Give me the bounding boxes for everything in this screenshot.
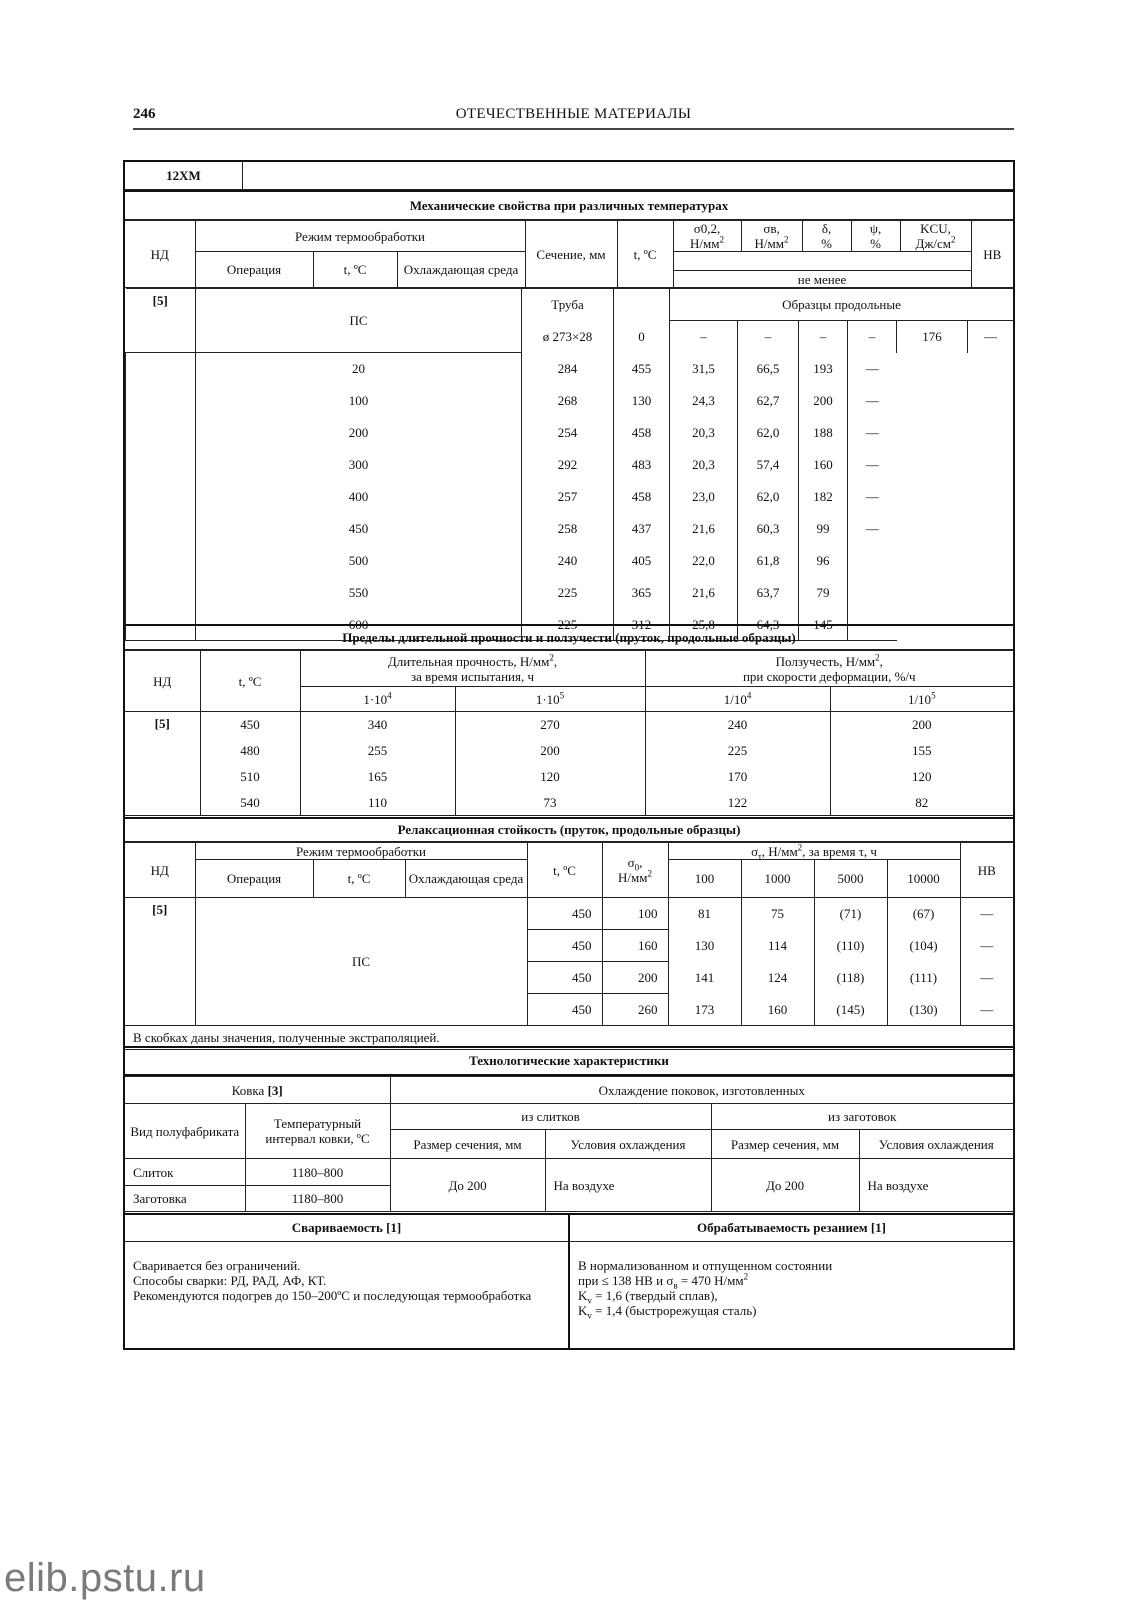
relax-nd: [5] [125, 898, 195, 1026]
mech-cell: 79 [799, 577, 848, 609]
relax-h-10000: 10000 [887, 860, 960, 898]
mech-cell: 240 [522, 545, 614, 577]
mech-cell: — [848, 449, 897, 481]
relax-h-regime: Режим термообработки [195, 843, 527, 860]
creep-h-strength: Длительная прочность, $Н/мм^2$, за время испытания, ч [300, 651, 645, 687]
tech-range-1: 1180–800 [245, 1186, 390, 1212]
machin-title: Обрабатываемость резанием [1] [569, 1214, 1013, 1241]
mech-nd: [5] [126, 289, 196, 353]
creep-c1: $1\cdot 10^4$ [300, 687, 455, 712]
creep-c4: $1/10^5$ [830, 687, 1013, 712]
mech-cell: 437 [614, 513, 670, 545]
creep-temp: 480 [200, 738, 300, 764]
mech-cell: — [848, 513, 897, 545]
mech-cell: 176 [897, 321, 968, 353]
mech-cell: — [848, 481, 897, 513]
mech-cell: 200 [799, 385, 848, 417]
mech-temp: 300 [196, 449, 522, 481]
h-regime: Режим термообработки [195, 221, 525, 252]
mech-temp: 200 [196, 417, 522, 449]
mech-temp: 500 [196, 545, 522, 577]
relax-temp: 450 [527, 898, 602, 930]
machin-line: $K_v = 1,4$ (быстрорежущая сталь) [578, 1302, 757, 1321]
mech-cell: 292 [522, 449, 614, 481]
relax-h-hb: НВ [960, 843, 1013, 898]
mech-temp: 550 [196, 577, 522, 609]
relax-cell: (110) [814, 930, 887, 962]
relax-h-operation: Операция [195, 860, 313, 898]
machin-line: при ≤ 138 НВ и $\sigma_в = 470$ $Н/мм^2$ [578, 1271, 749, 1291]
relax-cell: — [960, 930, 1013, 962]
machin-text [569, 1241, 1013, 1348]
mech-cell: – [848, 321, 897, 353]
weld-line: Способы сварки: РД, РАД, АФ, КТ. [133, 1272, 327, 1288]
mech-cell: 405 [614, 545, 670, 577]
mech-cell: 66,5 [738, 353, 799, 385]
tech-from-blanks: из заготовок [711, 1104, 1013, 1130]
creep-temp: 510 [200, 764, 300, 790]
relax-h-5000: 5000 [814, 860, 887, 898]
grade-label: 12ХМ [125, 162, 243, 190]
creep-cell: 122 [645, 790, 830, 816]
relax-cell: 130 [668, 930, 741, 962]
watermark: elib.pstu.ru [4, 1556, 206, 1600]
relax-cell: — [960, 994, 1013, 1026]
creep-cell: 240 [645, 712, 830, 738]
mech-cell [848, 545, 897, 577]
mech-cell: 193 [799, 353, 848, 385]
weld-machin-table [125, 1213, 1013, 1348]
relax-cell: (130) [887, 994, 960, 1026]
relax-cell: — [960, 962, 1013, 994]
tech-kind-0: Слиток [125, 1159, 245, 1186]
mech-cell: 62,7 [738, 385, 799, 417]
machin-line: В нормализованном и отпущенном состоянии [578, 1257, 833, 1273]
mech-cell: 182 [799, 481, 848, 513]
mech-title: Механические свойства при различных температурах [125, 190, 1013, 220]
relax-h-100: 100 [668, 860, 741, 898]
tech-title: Технологические характеристики [125, 1046, 1013, 1076]
tech-h-kind: Вид полуфабриката [125, 1104, 245, 1159]
relax-cell: 100 [602, 898, 668, 930]
creep-table [125, 650, 1013, 816]
mech-cell: 225 [522, 609, 614, 641]
machin-line: $K_v = 1,6$ (твердый сплав), [578, 1287, 718, 1306]
tech-h-cond-2: Условия охлаждения [859, 1130, 1013, 1159]
mech-cell: — [848, 353, 897, 385]
relax-section [125, 817, 1013, 1050]
relax-h-temp: t, ºС [313, 860, 405, 898]
h-temp: t, ºС [313, 252, 397, 288]
relax-cell: (104) [887, 930, 960, 962]
page-title: ОТЕЧЕСТВЕННЫЕ МАТЕРИАЛЫ [455, 106, 692, 122]
mech-cell: 61,8 [738, 545, 799, 577]
tech-h-cond-1: Условия охлаждения [545, 1130, 711, 1159]
mech-cell: 458 [614, 481, 670, 513]
mech-temp: 400 [196, 481, 522, 513]
creep-cell: 225 [645, 738, 830, 764]
tech-size-2: До 200 [711, 1159, 859, 1212]
relax-operation: ПС [195, 898, 527, 1026]
mech-cell: 23,0 [670, 481, 738, 513]
relax-h-sigma-tau: $\sigma_\tau$, $Н/мм^2$, за время τ, ч [668, 843, 960, 860]
mech-cell: – [738, 321, 799, 353]
h-delta: δ, % [802, 221, 851, 252]
mech-cell: — [848, 417, 897, 449]
relax-cell: 141 [668, 962, 741, 994]
h-sigma02: σ0,2, $Н/мм^2$ [673, 221, 741, 252]
mech-table [125, 220, 1013, 288]
creep-cell: 340 [300, 712, 455, 738]
tech-h-size-1: Размер сечения, мм [390, 1130, 545, 1159]
weld-line: Рекомендуются подогрев до 150–200ºС и последующая термообработка [133, 1287, 532, 1303]
mech-cell: 458 [614, 417, 670, 449]
creep-cell: 200 [455, 738, 645, 764]
mech-cell: 57,4 [738, 449, 799, 481]
creep-h-creep: Ползучесть, $Н/мм^2$, при скорости деформации, %/ч [645, 651, 1013, 687]
mech-cell: 483 [614, 449, 670, 481]
relax-cell: 200 [602, 962, 668, 994]
creep-temp: 450 [200, 712, 300, 738]
relax-cell: 160 [602, 930, 668, 962]
mech-cell: 62,0 [738, 417, 799, 449]
mech-cell: 31,5 [670, 353, 738, 385]
mech-cell: 268 [522, 385, 614, 417]
weld-line: Сваривается без ограничений. [133, 1257, 301, 1273]
mech-cell: – [670, 321, 738, 353]
mech-cell: 20,3 [670, 449, 738, 481]
tech-h-range: Температурный интервал ковки, ºС [245, 1104, 390, 1159]
creep-c2: $1\cdot 10^5$ [455, 687, 645, 712]
mech-cell: 254 [522, 417, 614, 449]
tech-range-0: 1180–800 [245, 1159, 390, 1186]
mech-temp: 0 [614, 321, 670, 353]
creep-cell: 82 [830, 790, 1013, 816]
tech-cooling: Охлаждение поковок, изготовленных [390, 1077, 1013, 1104]
section-size: ø 273×28 [522, 321, 614, 353]
mech-cell: 455 [614, 353, 670, 385]
creep-h-t: t, ºС [200, 651, 300, 712]
material-sheet [123, 160, 1015, 1350]
creep-cell: 170 [645, 764, 830, 790]
relax-cell: 173 [668, 994, 741, 1026]
page-header [133, 106, 1014, 130]
mech-operation: ПС [196, 289, 522, 353]
relax-cell: (111) [887, 962, 960, 994]
creep-cell: 73 [455, 790, 645, 816]
section-type: Труба [522, 289, 614, 321]
relax-cell: 114 [741, 930, 814, 962]
relax-h-sigma0: $\sigma_0$, $Н/мм^2$ [602, 843, 668, 898]
mech-cell: 257 [522, 481, 614, 513]
mech-cell [848, 577, 897, 609]
grade-row [125, 162, 1013, 190]
creep-cell: 120 [830, 764, 1013, 790]
tech-size-1: До 200 [390, 1159, 545, 1212]
relax-cell: (67) [887, 898, 960, 930]
mech-cell: 21,6 [670, 513, 738, 545]
mech-cell: 25,8 [670, 609, 738, 641]
h-section: Сечение, мм [525, 221, 617, 288]
relax-cell: 160 [741, 994, 814, 1026]
relax-h-nd: НД [125, 843, 195, 898]
relax-temp: 450 [527, 994, 602, 1026]
mech-cell: 24,3 [670, 385, 738, 417]
relax-cell: (118) [814, 962, 887, 994]
weld-text [125, 1241, 569, 1348]
page-number: 246 [133, 106, 156, 122]
relax-cell: — [960, 898, 1013, 930]
mech-temp: 20 [196, 353, 522, 385]
creep-h-nd: НД [125, 651, 200, 712]
tech-section [125, 1046, 1013, 1212]
mech-cell: 99 [799, 513, 848, 545]
mech-cell: 130 [614, 385, 670, 417]
mech-cell: 62,0 [738, 481, 799, 513]
creep-title: Пределы длительной прочности и ползучести (пруток, продольные образцы) [125, 624, 1013, 650]
h-t: t, ºС [617, 221, 673, 288]
creep-cell: 165 [300, 764, 455, 790]
mech-cell: 258 [522, 513, 614, 545]
mech-cell: 22,0 [670, 545, 738, 577]
h-psi: ψ, % [851, 221, 900, 252]
creep-c3: $1/10^4$ [645, 687, 830, 712]
relax-h-1000: 1000 [741, 860, 814, 898]
mech-cell: 284 [522, 353, 614, 385]
tech-cond-2: На воздухе [859, 1159, 1013, 1212]
mech-cell: — [848, 385, 897, 417]
tech-forging: Ковка [3] [125, 1077, 390, 1104]
relax-temp: 450 [527, 930, 602, 962]
h-hb: НВ [971, 221, 1013, 288]
mech-cell: 64,3 [738, 609, 799, 641]
creep-cell: 120 [455, 764, 645, 790]
relax-cell: 81 [668, 898, 741, 930]
h-operation: Операция [195, 252, 313, 288]
mech-section [125, 190, 1013, 641]
creep-nd: [5] [125, 712, 200, 816]
mech-temp: 600 [196, 609, 522, 641]
mech-cell: 225 [522, 577, 614, 609]
mech-cell: 160 [799, 449, 848, 481]
mech-cell: 188 [799, 417, 848, 449]
mech-cell: 365 [614, 577, 670, 609]
tech-table [125, 1076, 1013, 1212]
creep-cell: 110 [300, 790, 455, 816]
mech-cell: 60,3 [738, 513, 799, 545]
tech-cond-1: На воздухе [545, 1159, 711, 1212]
relax-table [125, 842, 1013, 1050]
mech-cell: – [799, 321, 848, 353]
mech-cell: — [968, 321, 1014, 353]
tech-h-size-2: Размер сечения, мм [711, 1130, 859, 1159]
creep-section [125, 624, 1013, 816]
mech-body [125, 288, 1013, 641]
mech-cell: 96 [799, 545, 848, 577]
mech-cell: 63,7 [738, 577, 799, 609]
relax-cell: 75 [741, 898, 814, 930]
creep-temp: 540 [200, 790, 300, 816]
tech-from-ingots: из слитков [390, 1104, 711, 1130]
relax-cell: 124 [741, 962, 814, 994]
weld-machin-section [125, 1213, 1013, 1348]
creep-cell: 255 [300, 738, 455, 764]
tech-kind-1: Заготовка [125, 1186, 245, 1212]
relax-cell: 260 [602, 994, 668, 1026]
relax-title: Релаксационная стойкость (пруток, продольные образцы) [125, 817, 1013, 842]
relax-cell: (71) [814, 898, 887, 930]
mech-subhead: Образцы продольные [670, 289, 1014, 321]
mech-temp: 100 [196, 385, 522, 417]
h-sigmab: σв, $Н/мм^2$ [741, 221, 802, 252]
creep-cell: 155 [830, 738, 1013, 764]
mech-temp: 450 [196, 513, 522, 545]
relax-note: В скобках даны значения, полученные экстраполяцией. [125, 1026, 1013, 1050]
mech-cell: 312 [614, 609, 670, 641]
h-cooling: Охлаждающая среда [397, 252, 525, 288]
h-min: не менее [673, 271, 971, 288]
creep-cell: 270 [455, 712, 645, 738]
relax-cell: (145) [814, 994, 887, 1026]
creep-cell: 200 [830, 712, 1013, 738]
mech-cell: 20,3 [670, 417, 738, 449]
relax-h-cooling: Охлаждающая среда [405, 860, 527, 898]
h-nd: НД [125, 221, 195, 288]
weld-title: Свариваемость [1] [125, 1214, 569, 1241]
relax-h-t: t, ºС [527, 843, 602, 898]
mech-cell: 145 [799, 609, 848, 641]
h-kcu: KCU, $Дж/см^2$ [900, 221, 971, 252]
mech-cell: 21,6 [670, 577, 738, 609]
relax-temp: 450 [527, 962, 602, 994]
